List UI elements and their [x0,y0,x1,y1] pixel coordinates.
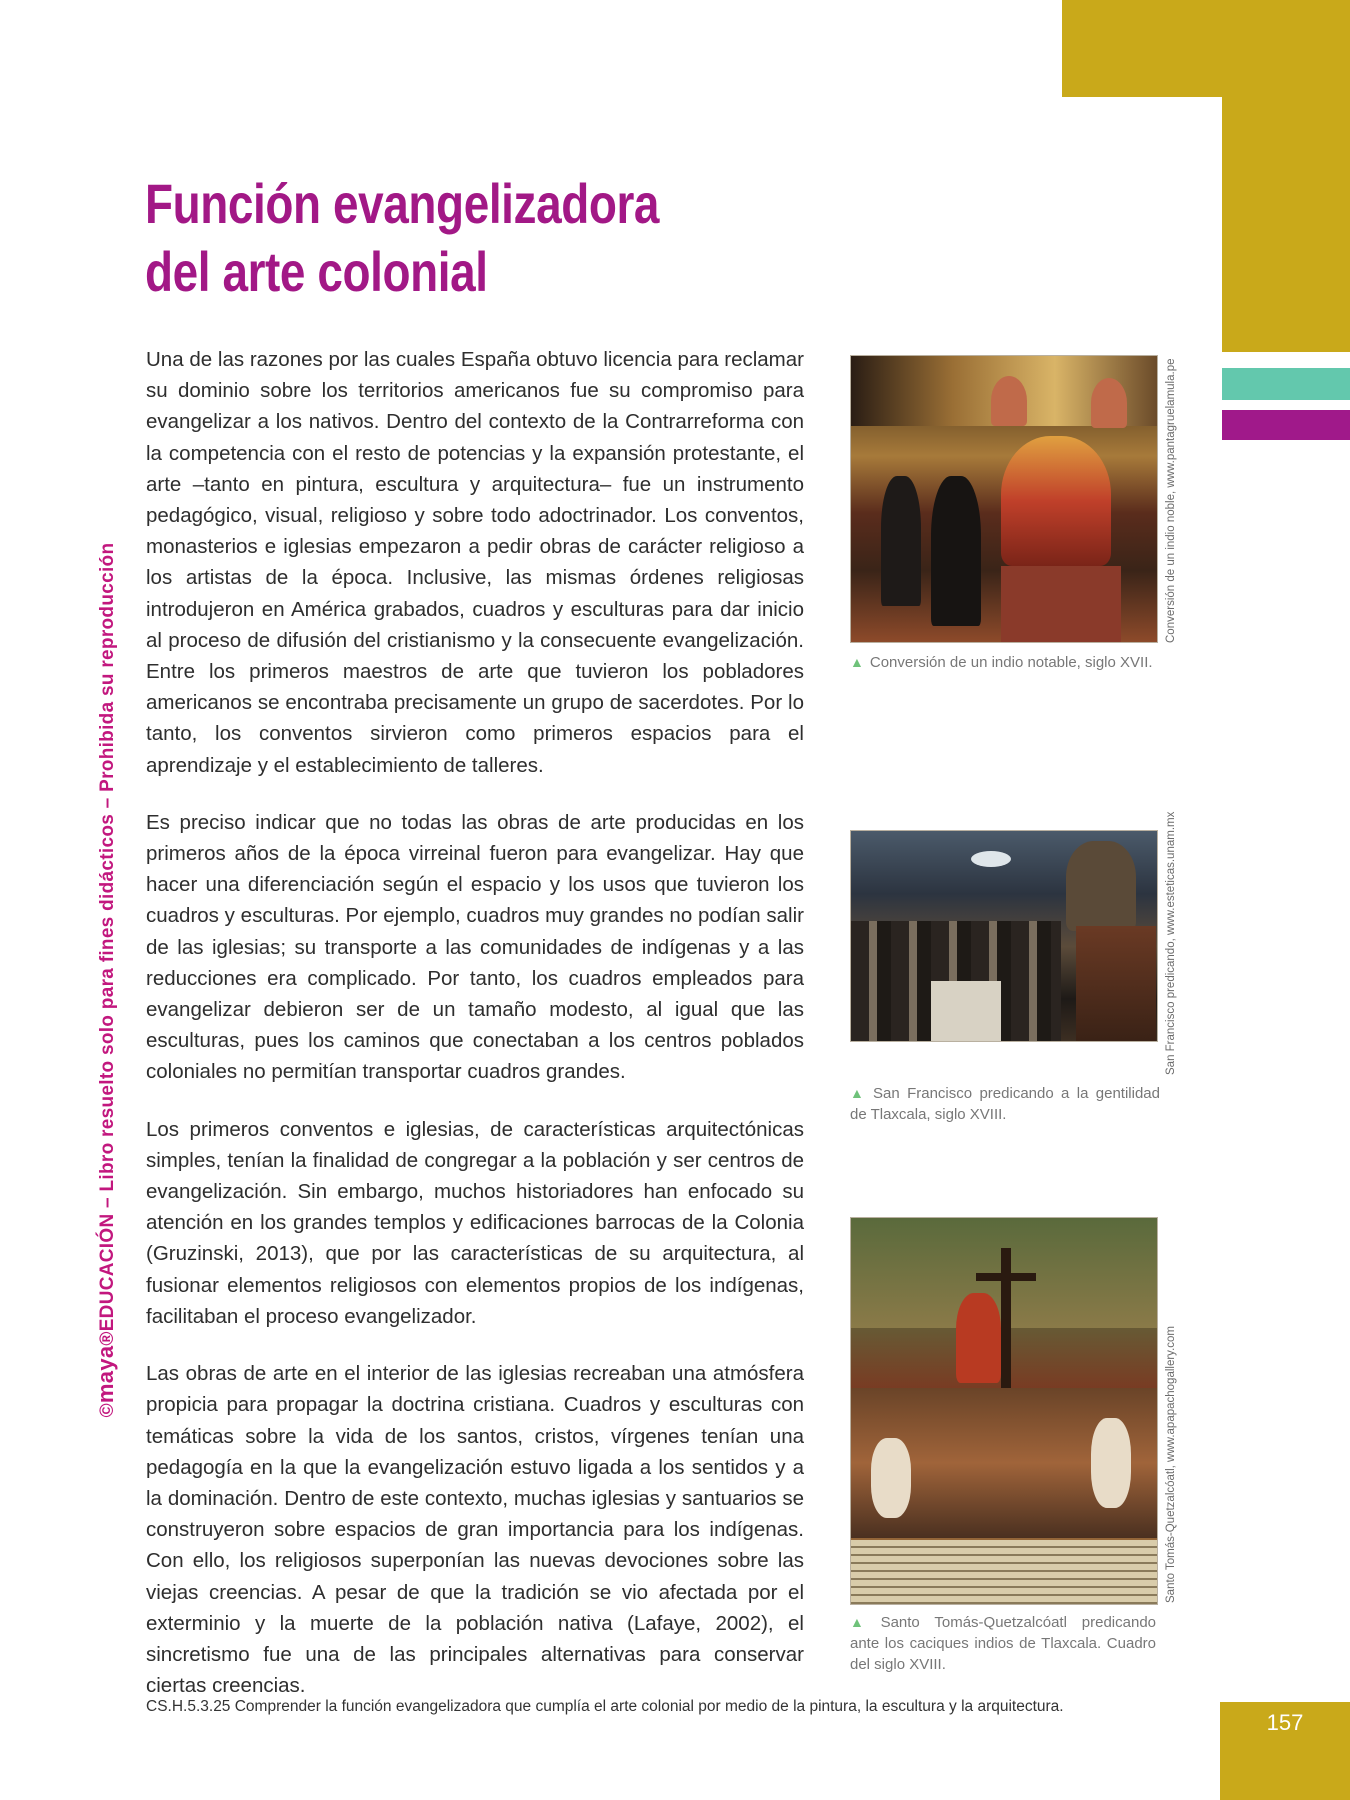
body-text-column [146,344,804,1727]
figure-2-caption [850,1083,1160,1125]
figure-2-caption-text: San Francisco predicando a la gentilidad de Tlaxcala, siglo XVIII. [850,1085,1160,1123]
figure-3-caption-text: Santo Tomás-Quetzalcóatl predicando ante los caciques indios de Tlaxcala. Cuadro del siglo XVIII. [850,1614,1156,1673]
teal-accent-bar [1222,368,1350,400]
figure-1-caption [850,652,1160,673]
figure-3-caption [850,1612,1156,1675]
skill-indicator: CS.H.5.3.25 Comprender la función evangelizadora que cumplía el arte colonial por medio de la pintura, la escultura y la arquitectura. [146,1698,1064,1715]
copyright-text: EDUCACIÓN – Libro resuelto solo para fines didácticos – Prohibida su reproducción [97,542,118,1332]
caption-triangle-icon: ▲ [850,1614,875,1630]
paragraph-1: Una de las razones por las cuales España obtuvo licencia para reclamar su dominio sobre los territorios americanos fue su compromiso para evangelizar a los nativos. Dentro del contexto de la Contrarreforma con la competencia con el resto de potencias y la expansión protestante, el arte –tanto en pintura, escultura y arquitectura– fue un instrumento pedagógico, visual, religioso y sobre todo adoctrinador. Los conventos, monasterios e iglesias empezaron a pedir obras de carácter religioso a los artistas de la época. Inclusive, las mismas órdenes religiosas introdujeron en América grabados, cuadros y esculturas para dar inicio al proceso de difusión del cristianismo y la consecuente evangelización. Entre los primeros maestros de arte que tuvieron los pobladores americanos se encontraba precisamente un grupo de sacerdotes. Por lo tanto, los conventos sirvieron como primeros espacios para el aprendizaje y el establecimiento de talleres. [146,348,804,777]
painting-santo-tomas-quetzalcoatl [850,1217,1158,1605]
gold-side-tab [1222,97,1350,352]
copyright-symbol: © [97,1403,118,1418]
paragraph-3: Los primeros conventos e iglesias, de características arquitectónicas simples, tenían la finalidad de congregar a la población y ser centros de evangelización. Sin embargo, muchos historiadores han enfocado su atención en los grandes templos y edificaciones barrocas de la Colonia (Gruzinski, 2013), que por las características de su arquitectura, al fusionar elementos religiosos con elementos propios de los indígenas, facilitaban el proceso evangelizador. [146,1117,804,1328]
page-title [145,170,659,306]
registered-symbol: ® [97,1331,118,1346]
gold-corner-block [1062,0,1350,97]
paragraph-4: Las obras de arte en el interior de las iglesias recreaban una atmósfera propicia para propagar la doctrina cristiana. Cuadros y esculturas con temáticas sobre la vida de los santos, cristos, vírgenes tenían una pedagogía en la que la evangelización estuvo ligada a los sentidos y a la dominación. Dentro de este contexto, muchas iglesias y santuarios se construyeron sobre espacios de gran importancia para los indígenas. Con ello, los religiosos superponían las nuevas devociones sobre las viejas creencias. A pesar de que la tradición se vio afectada por el exterminio y la muerte de la población nativa (Lafaye, 2002), el sincretismo fue una de las principales alternativas para conservar ciertas creencias. [146,1362,804,1698]
figure-1-caption-text: Conversión de un indio notable, siglo XVII. [869,654,1153,671]
painting-san-francisco-predicando [850,830,1158,1042]
caption-triangle-icon: ▲ [850,654,864,670]
paragraph-2: Es preciso indicar que no todas las obras de arte producidas en los primeros años de la época virreinal fueron para evangelizar. Hay que hacer una diferenciación según el espacio y los usos que tuvieron los cuadros y esculturas. Por ejemplo, cuadros muy grandes no podían salir de las iglesias; su transporte a las comunidades de indígenas y a las reducciones era complicado. Por tanto, los cuadros empleados para evangelizar debieron ser de un tamaño modesto, al igual que las esculturas, pues los caminos que conectaban a los centros poblados coloniales no permitían transportar cuadros grandes. [146,810,804,1084]
figure-1-credit: Conversión de un indio noble, www.pantagruelamula.pe [1165,358,1177,643]
painting-conversion-indio-notable [850,355,1158,643]
page-number: 157 [1266,1710,1304,1735]
title-line-1: Función evangelizadora [145,172,660,235]
figure-3-credit: Santo Tomás-Quetzalcóatl, www.apapachogallery.com [1165,1326,1177,1603]
brand-logo-text: maya [93,1345,118,1404]
title-line-2: del arte colonial [145,240,488,303]
magenta-accent-bar [1222,410,1350,440]
page-number-box [1220,1702,1350,1800]
caption-triangle-icon: ▲ [850,1085,868,1101]
figure-2-credit: San Francisco predicando, www.esteticas.unam.mx [1165,811,1177,1075]
side-copyright-notice [93,543,119,1418]
